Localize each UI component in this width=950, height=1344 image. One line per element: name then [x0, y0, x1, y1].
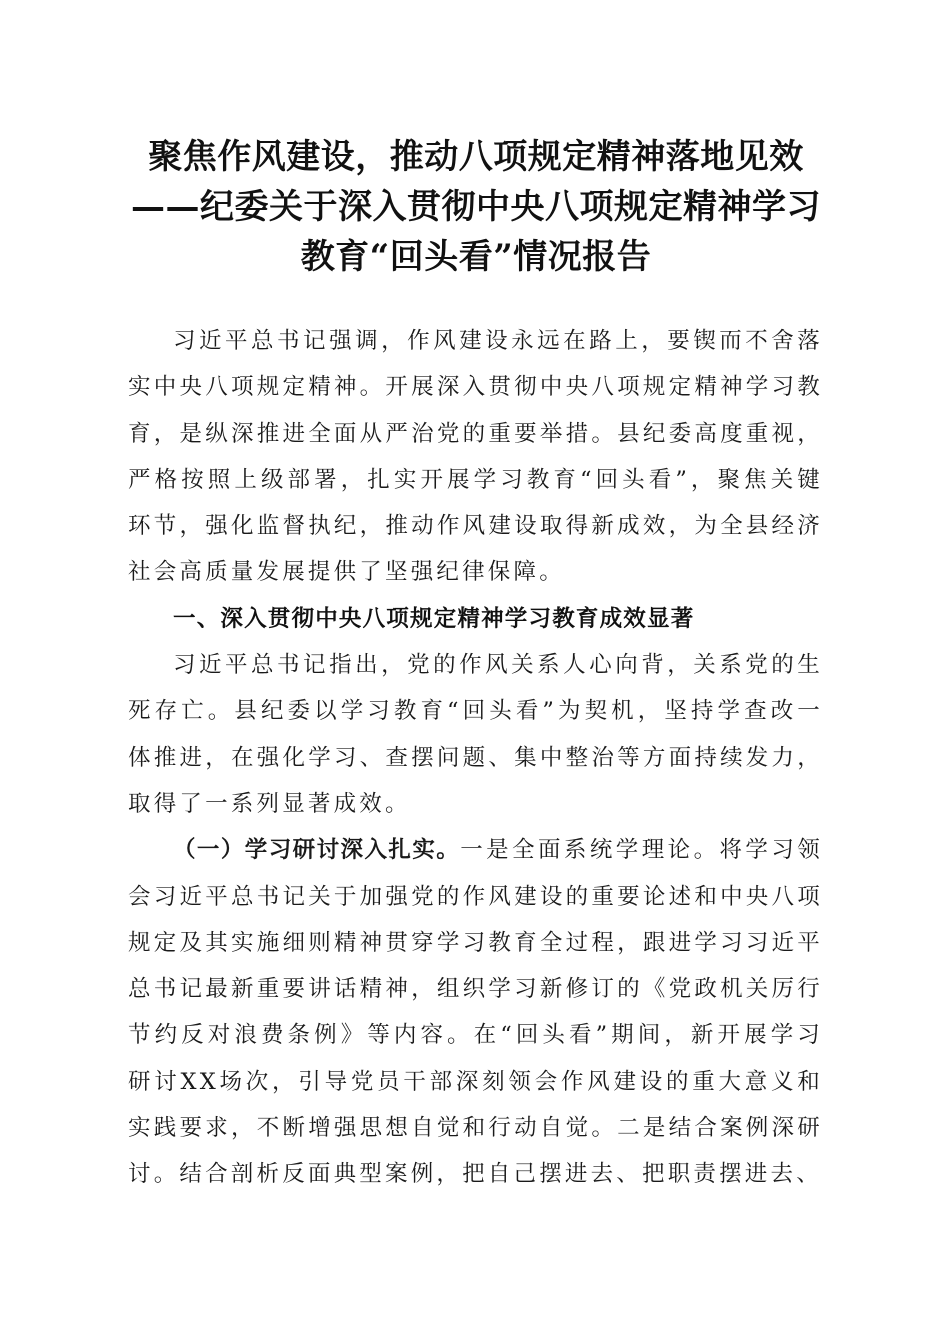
intro-paragraph: 习近平总书记强调，作风建设永远在路上，要锲而不舍落实中央八项规定精神。开展深入贯彻中央八项规定精神学习教育，是纵深推进全面从严治党的重要举措。县纪委高度重视，严格按照上级部署，扎实开展学习教育“回头看”，聚焦关键环节，强化监督执纪，推动作风建设取得新成效，为全县经济社会高质量发展提供了坚强纪律保障。 — [128, 328, 823, 586]
document-title: 聚焦作风建设，推动八项规定精神落地见效——纪委关于深入贯彻中央八项规定精神学习教育“回头看”情况报告 — [131, 137, 821, 277]
subsection-1-text: 一是全面系统学理论。将学习领会习近平总书记关于加强党的作风建设的重要论述和中央八项规定及其实施细则精神贯穿学习教育全过程，跟进学习习近平总书记最新重要讲话精神，组织学习新修订的《党政机关厉行节约反对浪费条例》等内容。在“回头看”期间，新开展学习研讨XX场次，引导党员干部深刻领会作风建设的重大意义和实践要求，不断增强思想自觉和行动自觉。二是结合案例深研讨。结合剖析反面典型案例，把自己摆进去、把职责摆进去、 — [128, 837, 823, 1188]
section-1-intro-paragraph: 习近平总书记指出，党的作风关系人心向背，关系党的生死存亡。县纪委以学习教育“回头看”为契机，坚持学查改一体推进，在强化学习、查摆问题、集中整治等方面持续发力，取得了一系列显著成效。 — [128, 652, 823, 817]
subsection-1-paragraph — [128, 827, 823, 1197]
document-body — [128, 318, 823, 1198]
section-heading-1: 一、深入贯彻中央八项规定精神学习教育成效显著 — [173, 605, 695, 632]
subsection-1-lead: （一）学习研讨深入扎实。 — [173, 837, 461, 864]
